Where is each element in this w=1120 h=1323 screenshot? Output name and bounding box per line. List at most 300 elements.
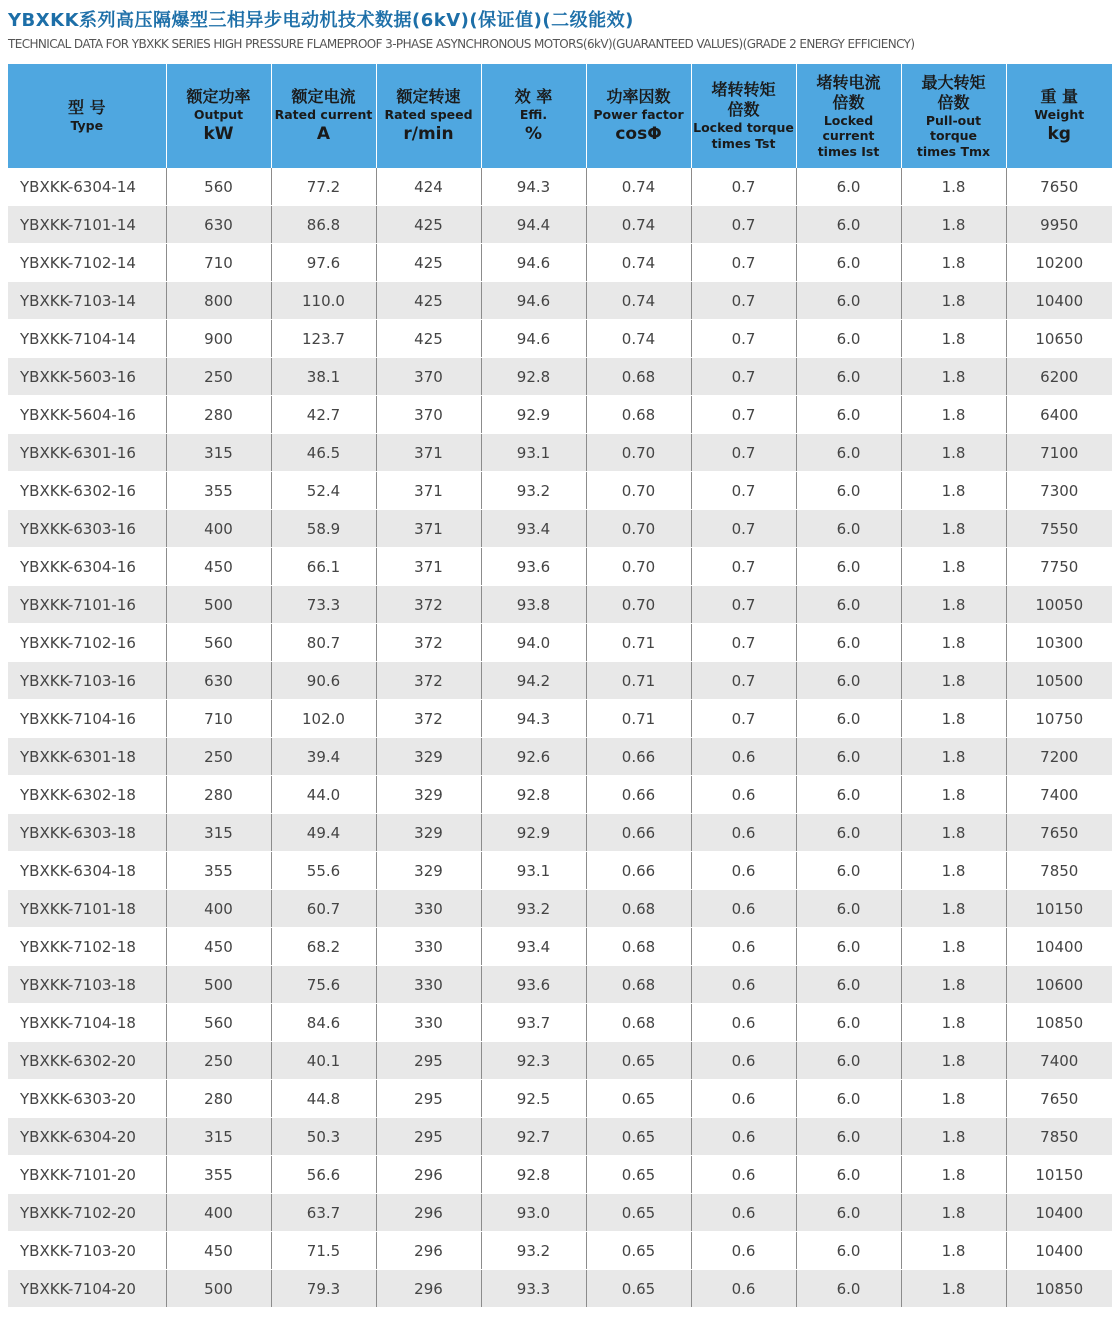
cell-rated-speed: 372 [376, 624, 481, 662]
header-unit-label: kW [203, 124, 234, 145]
table-row [8, 928, 1112, 966]
table-row [8, 396, 1112, 434]
cell-rated-current: 44.8 [271, 1080, 376, 1118]
column-header-efficiency [481, 64, 586, 168]
cell-power-factor: 0.68 [586, 966, 691, 1004]
cell-rated-speed: 372 [376, 586, 481, 624]
cell-pullout-torque: 1.8 [901, 738, 1006, 776]
cell-weight: 10400 [1006, 928, 1112, 966]
table-row [8, 966, 1112, 1004]
cell-power-factor: 0.71 [586, 700, 691, 738]
cell-rated-speed: 425 [376, 282, 481, 320]
cell-pullout-torque: 1.8 [901, 1004, 1006, 1042]
cell-locked-current: 6.0 [796, 1270, 901, 1308]
cell-locked-current: 6.0 [796, 206, 901, 244]
cell-efficiency: 94.2 [481, 662, 586, 700]
cell-efficiency: 92.9 [481, 814, 586, 852]
cell-type: YBXKK-7103-18 [8, 966, 166, 1004]
table-row [8, 814, 1112, 852]
cell-power-factor: 0.65 [586, 1194, 691, 1232]
cell-rated-current: 80.7 [271, 624, 376, 662]
cell-rated-speed: 296 [376, 1232, 481, 1270]
cell-rated-current: 77.2 [271, 168, 376, 206]
cell-pullout-torque: 1.8 [901, 472, 1006, 510]
cell-rated-speed: 296 [376, 1156, 481, 1194]
cell-efficiency: 92.9 [481, 396, 586, 434]
cell-pullout-torque: 1.8 [901, 776, 1006, 814]
cell-output: 500 [166, 966, 271, 1004]
cell-locked-current: 6.0 [796, 320, 901, 358]
cell-locked-torque: 0.6 [691, 1232, 796, 1270]
cell-output: 800 [166, 282, 271, 320]
header-unit-label: r/min [403, 124, 454, 145]
cell-output: 630 [166, 206, 271, 244]
cell-weight: 7650 [1006, 814, 1112, 852]
cell-rated-speed: 330 [376, 1004, 481, 1042]
cell-pullout-torque: 1.8 [901, 282, 1006, 320]
table-header-row [8, 64, 1112, 168]
cell-locked-torque: 0.7 [691, 548, 796, 586]
cell-rated-speed: 425 [376, 244, 481, 282]
cell-power-factor: 0.68 [586, 1004, 691, 1042]
cell-power-factor: 0.68 [586, 396, 691, 434]
cell-weight: 7850 [1006, 1118, 1112, 1156]
cell-efficiency: 93.3 [481, 1270, 586, 1308]
cell-pullout-torque: 1.8 [901, 548, 1006, 586]
header-unit-label: cosΦ [615, 124, 662, 145]
header-cn-label: 堵转转矩 倍数 [711, 80, 776, 120]
cell-power-factor: 0.71 [586, 662, 691, 700]
cell-weight: 7100 [1006, 434, 1112, 472]
cell-power-factor: 0.68 [586, 358, 691, 396]
table-row [8, 1270, 1112, 1308]
cell-rated-speed: 371 [376, 472, 481, 510]
header-cn-label: 堵转电流 倍数 [816, 72, 881, 112]
cell-rated-current: 97.6 [271, 244, 376, 282]
cell-locked-torque: 0.6 [691, 1270, 796, 1308]
cell-output: 450 [166, 548, 271, 586]
cell-type: YBXKK-7101-16 [8, 586, 166, 624]
cell-rated-speed: 371 [376, 510, 481, 548]
cell-pullout-torque: 1.8 [901, 624, 1006, 662]
cell-rated-speed: 372 [376, 662, 481, 700]
cell-type: YBXKK-6304-14 [8, 168, 166, 206]
cell-power-factor: 0.70 [586, 510, 691, 548]
cell-locked-torque: 0.7 [691, 396, 796, 434]
cell-rated-current: 75.6 [271, 966, 376, 1004]
table-row [8, 472, 1112, 510]
page-subtitle: TECHNICAL DATA FOR YBXKK SERIES HIGH PRESSURE FLAMEPROOF 3-PHASE ASYNCHRONOUS MOTORS(6kV)(GUARANTEED VALUES)(GRADE 2 ENERGY EFFICIENCY) [8, 37, 915, 51]
header-cn-label: 最大转矩 倍数 [921, 72, 986, 112]
cell-rated-current: 73.3 [271, 586, 376, 624]
cell-type: YBXKK-7104-16 [8, 700, 166, 738]
cell-locked-torque: 0.6 [691, 1194, 796, 1232]
header-en-label: Output [193, 106, 244, 122]
cell-locked-current: 6.0 [796, 1042, 901, 1080]
cell-efficiency: 93.6 [481, 548, 586, 586]
cell-pullout-torque: 1.8 [901, 586, 1006, 624]
cell-pullout-torque: 1.8 [901, 890, 1006, 928]
cell-efficiency: 94.6 [481, 244, 586, 282]
cell-weight: 10150 [1006, 1156, 1112, 1194]
cell-power-factor: 0.70 [586, 586, 691, 624]
cell-rated-current: 60.7 [271, 890, 376, 928]
cell-efficiency: 93.1 [481, 852, 586, 890]
header-cn-label: 重 量 [1040, 86, 1079, 106]
table-body [8, 168, 1112, 1308]
cell-rated-speed: 329 [376, 814, 481, 852]
cell-efficiency: 94.6 [481, 320, 586, 358]
cell-type: YBXKK-6304-18 [8, 852, 166, 890]
cell-type: YBXKK-7101-20 [8, 1156, 166, 1194]
cell-output: 560 [166, 168, 271, 206]
cell-efficiency: 94.4 [481, 206, 586, 244]
cell-pullout-torque: 1.8 [901, 434, 1006, 472]
cell-type: YBXKK-6303-16 [8, 510, 166, 548]
cell-locked-current: 6.0 [796, 472, 901, 510]
cell-type: YBXKK-7102-16 [8, 624, 166, 662]
cell-rated-current: 66.1 [271, 548, 376, 586]
cell-locked-torque: 0.6 [691, 852, 796, 890]
cell-power-factor: 0.65 [586, 1156, 691, 1194]
cell-output: 560 [166, 1004, 271, 1042]
cell-output: 630 [166, 662, 271, 700]
cell-weight: 10650 [1006, 320, 1112, 358]
cell-weight: 10850 [1006, 1004, 1112, 1042]
table-row [8, 548, 1112, 586]
table-row [8, 1004, 1112, 1042]
cell-type: YBXKK-7102-20 [8, 1194, 166, 1232]
header-en-label: Weight [1034, 106, 1085, 122]
cell-weight: 7850 [1006, 852, 1112, 890]
header-cn-label: 额定转速 [396, 86, 461, 106]
cell-type: YBXKK-7101-14 [8, 206, 166, 244]
table-row [8, 738, 1112, 776]
header-en-label: Type [70, 118, 104, 134]
cell-locked-torque: 0.6 [691, 1042, 796, 1080]
cell-power-factor: 0.74 [586, 206, 691, 244]
table-row [8, 700, 1112, 738]
cell-power-factor: 0.65 [586, 1080, 691, 1118]
cell-efficiency: 92.8 [481, 776, 586, 814]
cell-type: YBXKK-7103-20 [8, 1232, 166, 1270]
cell-pullout-torque: 1.8 [901, 206, 1006, 244]
cell-output: 560 [166, 624, 271, 662]
cell-locked-torque: 0.7 [691, 320, 796, 358]
cell-rated-current: 49.4 [271, 814, 376, 852]
table-row [8, 168, 1112, 206]
cell-rated-current: 42.7 [271, 396, 376, 434]
cell-locked-current: 6.0 [796, 586, 901, 624]
cell-rated-current: 84.6 [271, 1004, 376, 1042]
cell-type: YBXKK-7102-14 [8, 244, 166, 282]
cell-output: 400 [166, 1194, 271, 1232]
table-row [8, 1194, 1112, 1232]
cell-type: YBXKK-5603-16 [8, 358, 166, 396]
cell-locked-torque: 0.6 [691, 890, 796, 928]
header-unit-label: kg [1047, 124, 1071, 145]
cell-type: YBXKK-6302-18 [8, 776, 166, 814]
cell-weight: 7300 [1006, 472, 1112, 510]
column-header-locked-current [796, 64, 901, 168]
cell-locked-current: 6.0 [796, 1156, 901, 1194]
cell-output: 355 [166, 852, 271, 890]
cell-pullout-torque: 1.8 [901, 928, 1006, 966]
table-row [8, 1118, 1112, 1156]
column-header-pullout-torque [901, 64, 1006, 168]
header-unit-label: % [524, 124, 543, 145]
cell-type: YBXKK-7104-14 [8, 320, 166, 358]
cell-efficiency: 92.8 [481, 358, 586, 396]
cell-power-factor: 0.74 [586, 282, 691, 320]
cell-efficiency: 92.7 [481, 1118, 586, 1156]
cell-efficiency: 92.8 [481, 1156, 586, 1194]
cell-rated-speed: 295 [376, 1042, 481, 1080]
cell-output: 500 [166, 586, 271, 624]
cell-rated-speed: 296 [376, 1270, 481, 1308]
cell-output: 315 [166, 1118, 271, 1156]
cell-locked-current: 6.0 [796, 662, 901, 700]
cell-weight: 7400 [1006, 1042, 1112, 1080]
header-cn-label: 额定功率 [186, 86, 251, 106]
cell-output: 400 [166, 510, 271, 548]
cell-rated-speed: 330 [376, 890, 481, 928]
header-en-label: Effi. [519, 106, 548, 122]
cell-output: 355 [166, 1156, 271, 1194]
cell-rated-current: 58.9 [271, 510, 376, 548]
cell-power-factor: 0.65 [586, 1270, 691, 1308]
cell-locked-current: 6.0 [796, 434, 901, 472]
cell-efficiency: 93.2 [481, 890, 586, 928]
cell-efficiency: 93.8 [481, 586, 586, 624]
cell-rated-speed: 329 [376, 738, 481, 776]
cell-weight: 10400 [1006, 1232, 1112, 1270]
cell-rated-current: 123.7 [271, 320, 376, 358]
cell-pullout-torque: 1.8 [901, 358, 1006, 396]
cell-weight: 7750 [1006, 548, 1112, 586]
cell-rated-speed: 329 [376, 852, 481, 890]
cell-power-factor: 0.74 [586, 320, 691, 358]
cell-output: 280 [166, 776, 271, 814]
cell-weight: 10300 [1006, 624, 1112, 662]
cell-locked-torque: 0.7 [691, 700, 796, 738]
cell-efficiency: 93.2 [481, 472, 586, 510]
cell-pullout-torque: 1.8 [901, 1232, 1006, 1270]
cell-rated-speed: 295 [376, 1080, 481, 1118]
cell-locked-current: 6.0 [796, 1004, 901, 1042]
cell-weight: 6400 [1006, 396, 1112, 434]
header-cn-label: 型 号 [67, 98, 106, 118]
cell-locked-current: 6.0 [796, 624, 901, 662]
cell-output: 450 [166, 1232, 271, 1270]
cell-efficiency: 93.4 [481, 928, 586, 966]
cell-locked-current: 6.0 [796, 966, 901, 1004]
cell-efficiency: 94.3 [481, 700, 586, 738]
cell-pullout-torque: 1.8 [901, 1080, 1006, 1118]
cell-rated-speed: 370 [376, 396, 481, 434]
cell-output: 900 [166, 320, 271, 358]
cell-pullout-torque: 1.8 [901, 168, 1006, 206]
cell-rated-current: 52.4 [271, 472, 376, 510]
cell-output: 315 [166, 814, 271, 852]
header-en-label: Power factor [593, 106, 684, 122]
cell-type: YBXKK-7102-18 [8, 928, 166, 966]
cell-efficiency: 94.0 [481, 624, 586, 662]
column-header-power-factor [586, 64, 691, 168]
cell-output: 315 [166, 434, 271, 472]
cell-locked-torque: 0.7 [691, 586, 796, 624]
cell-rated-current: 50.3 [271, 1118, 376, 1156]
cell-locked-torque: 0.7 [691, 244, 796, 282]
cell-rated-current: 55.6 [271, 852, 376, 890]
cell-output: 710 [166, 700, 271, 738]
cell-type: YBXKK-6303-18 [8, 814, 166, 852]
column-header-output [166, 64, 271, 168]
header-en-label: Rated speed [384, 106, 473, 122]
cell-power-factor: 0.70 [586, 548, 691, 586]
column-header-rated-speed [376, 64, 481, 168]
table-row [8, 1042, 1112, 1080]
cell-rated-current: 44.0 [271, 776, 376, 814]
cell-pullout-torque: 1.8 [901, 1042, 1006, 1080]
cell-rated-current: 79.3 [271, 1270, 376, 1308]
cell-rated-speed: 424 [376, 168, 481, 206]
cell-type: YBXKK-6304-16 [8, 548, 166, 586]
cell-output: 710 [166, 244, 271, 282]
cell-output: 355 [166, 472, 271, 510]
header-en-label: Locked current times Ist [817, 112, 880, 159]
cell-rated-speed: 371 [376, 548, 481, 586]
cell-locked-current: 6.0 [796, 1194, 901, 1232]
cell-power-factor: 0.68 [586, 928, 691, 966]
cell-type: YBXKK-7104-20 [8, 1270, 166, 1308]
cell-power-factor: 0.70 [586, 434, 691, 472]
cell-locked-torque: 0.6 [691, 928, 796, 966]
cell-power-factor: 0.66 [586, 852, 691, 890]
cell-output: 280 [166, 1080, 271, 1118]
cell-type: YBXKK-7104-18 [8, 1004, 166, 1042]
cell-weight: 9950 [1006, 206, 1112, 244]
cell-rated-current: 40.1 [271, 1042, 376, 1080]
cell-locked-current: 6.0 [796, 396, 901, 434]
cell-weight: 10200 [1006, 244, 1112, 282]
page-title: YBXKK系列高压隔爆型三相异步电动机技术数据(6kV)(保证值)(二级能效) [8, 10, 634, 31]
cell-weight: 10400 [1006, 1194, 1112, 1232]
cell-power-factor: 0.65 [586, 1232, 691, 1270]
cell-weight: 7550 [1006, 510, 1112, 548]
table-row [8, 1232, 1112, 1270]
cell-pullout-torque: 1.8 [901, 1194, 1006, 1232]
column-header-type [8, 64, 166, 168]
cell-locked-current: 6.0 [796, 814, 901, 852]
table-row [8, 206, 1112, 244]
cell-weight: 10050 [1006, 586, 1112, 624]
cell-weight: 10600 [1006, 966, 1112, 1004]
cell-type: YBXKK-7103-14 [8, 282, 166, 320]
cell-type: YBXKK-6302-16 [8, 472, 166, 510]
table-row [8, 890, 1112, 928]
column-header-locked-torque [691, 64, 796, 168]
cell-pullout-torque: 1.8 [901, 244, 1006, 282]
table-row [8, 282, 1112, 320]
cell-locked-torque: 0.6 [691, 966, 796, 1004]
header-en-label: Pull-out torque times Tmx [916, 112, 991, 159]
cell-rated-current: 90.6 [271, 662, 376, 700]
cell-pullout-torque: 1.8 [901, 662, 1006, 700]
cell-rated-current: 46.5 [271, 434, 376, 472]
cell-locked-current: 6.0 [796, 700, 901, 738]
cell-output: 250 [166, 1042, 271, 1080]
cell-locked-torque: 0.6 [691, 776, 796, 814]
cell-locked-current: 6.0 [796, 928, 901, 966]
cell-locked-current: 6.0 [796, 358, 901, 396]
cell-weight: 6200 [1006, 358, 1112, 396]
cell-pullout-torque: 1.8 [901, 700, 1006, 738]
cell-locked-torque: 0.7 [691, 472, 796, 510]
cell-locked-torque: 0.7 [691, 510, 796, 548]
cell-rated-speed: 425 [376, 320, 481, 358]
cell-pullout-torque: 1.8 [901, 510, 1006, 548]
cell-type: YBXKK-5604-16 [8, 396, 166, 434]
cell-weight: 10150 [1006, 890, 1112, 928]
cell-pullout-torque: 1.8 [901, 814, 1006, 852]
table-row [8, 586, 1112, 624]
cell-power-factor: 0.70 [586, 472, 691, 510]
cell-output: 450 [166, 928, 271, 966]
table-row [8, 358, 1112, 396]
cell-locked-current: 6.0 [796, 244, 901, 282]
cell-locked-torque: 0.7 [691, 206, 796, 244]
table-row [8, 434, 1112, 472]
cell-output: 500 [166, 1270, 271, 1308]
cell-rated-speed: 329 [376, 776, 481, 814]
cell-type: YBXKK-6301-16 [8, 434, 166, 472]
cell-weight: 7200 [1006, 738, 1112, 776]
cell-output: 250 [166, 358, 271, 396]
cell-power-factor: 0.65 [586, 1042, 691, 1080]
cell-rated-current: 56.6 [271, 1156, 376, 1194]
header-cn-label: 额定电流 [291, 86, 356, 106]
cell-type: YBXKK-7103-16 [8, 662, 166, 700]
cell-weight: 10750 [1006, 700, 1112, 738]
table-row [8, 244, 1112, 282]
cell-locked-torque: 0.7 [691, 168, 796, 206]
cell-efficiency: 92.3 [481, 1042, 586, 1080]
table-row [8, 320, 1112, 358]
cell-pullout-torque: 1.8 [901, 396, 1006, 434]
cell-power-factor: 0.66 [586, 738, 691, 776]
cell-rated-speed: 370 [376, 358, 481, 396]
cell-locked-current: 6.0 [796, 168, 901, 206]
cell-power-factor: 0.66 [586, 776, 691, 814]
cell-type: YBXKK-6302-20 [8, 1042, 166, 1080]
cell-locked-torque: 0.7 [691, 624, 796, 662]
cell-efficiency: 93.1 [481, 434, 586, 472]
cell-type: YBXKK-6303-20 [8, 1080, 166, 1118]
column-header-weight [1006, 64, 1112, 168]
cell-power-factor: 0.74 [586, 244, 691, 282]
header-cn-label: 效 率 [514, 86, 553, 106]
cell-power-factor: 0.68 [586, 890, 691, 928]
cell-efficiency: 93.6 [481, 966, 586, 1004]
cell-type: YBXKK-6301-18 [8, 738, 166, 776]
cell-weight: 10500 [1006, 662, 1112, 700]
cell-power-factor: 0.65 [586, 1118, 691, 1156]
cell-rated-current: 110.0 [271, 282, 376, 320]
cell-locked-torque: 0.6 [691, 1080, 796, 1118]
cell-rated-speed: 330 [376, 966, 481, 1004]
cell-rated-speed: 296 [376, 1194, 481, 1232]
